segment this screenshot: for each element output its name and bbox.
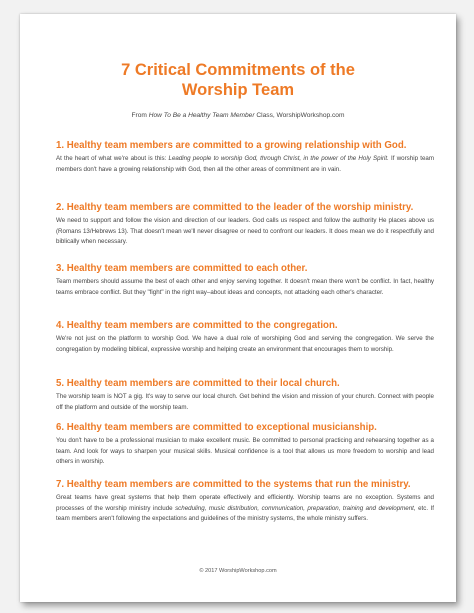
commitment-heading: 5. Healthy team members are committed to their local church. <box>56 378 340 389</box>
body-emphasis: Leading people to worship God, through Christ, in the power of the Holy Spirit. <box>168 155 389 162</box>
commitment-body: We're not just on the platform to worship God. We have a dual role of worshiping God and serving the congregation. We serve the congregation by modeling biblical, expressive worship and helping create an environment that encourages them to worship. <box>56 335 434 353</box>
commitment-3 <box>56 263 434 298</box>
commitment-4 <box>56 320 434 355</box>
commitment-5 <box>56 378 434 413</box>
body-text: Great teams have great systems that help them operate effectively and efficiently. Worship teams are no exception. Systems and processes of the worship ministry include <box>56 494 434 512</box>
commitment-heading: 3. Healthy team members are committed to each other. <box>56 263 308 274</box>
title-line-1: 7 Critical Commitments of the <box>121 61 355 79</box>
document-subtitle <box>20 112 456 119</box>
commitment-heading: 6. Healthy team members are committed to exceptional musicianship. <box>56 422 377 433</box>
commitment-2 <box>56 202 434 248</box>
commitment-6 <box>56 422 434 468</box>
commitment-body: Team members should assume the best of each other and enjoy serving together. It doesn't mean there won't be conflict. In fact, healthy teams embrace conflict. But they "fight" in the right way–about ideas and concepts, not attacking each other's character. <box>56 278 434 296</box>
commitment-body: The worship team is NOT a gig. It's way to serve our local church. Get behind the vision and mission of your church. Connect with people off the platform and outside of the worship team. <box>56 393 434 411</box>
subtitle-suffix: Class, WorshipWorkshop.com <box>254 112 345 119</box>
commitment-body <box>56 154 434 175</box>
commitment-body: You don't have to be a professional musician to make excellent music. Be committed to personal practicing and rehearsing together as a team. And look for ways to sharpen your musical skills. Musical confidence is a tool that allows us more freedom to worship and lead others in worship. <box>56 437 434 465</box>
subtitle-prefix: From <box>131 112 149 119</box>
copyright-footer: © 2017 WorshipWorkshop.com <box>199 568 277 574</box>
commitment-1 <box>56 140 434 175</box>
commitment-heading: 2. Healthy team members are committed to the leader of the worship ministry. <box>56 202 414 213</box>
subtitle-class-name: How To Be a Healthy Team Member <box>148 112 255 119</box>
commitment-body: We need to support and follow the vision and direction of our leaders. God calls us respect and follow the authority He places above us (Romans 13/Hebrews 13). That doesn't mean we'll never disagree or need to confront our leaders. It does mean we do it respectfully and biblically when necessary. <box>56 217 434 245</box>
body-text: If worship team members don't have a growing relationship with God, then all the other areas of commitment are in vain. <box>56 155 434 173</box>
title-line-2: Worship Team <box>181 81 295 99</box>
commitment-body <box>56 493 434 525</box>
body-emphasis: scheduling, music distribution, communication, preparation, training and development, <box>175 504 416 512</box>
commitment-heading: 7. Healthy team members are committed to the systems that run the ministry. <box>56 479 411 490</box>
document-title <box>20 60 456 100</box>
body-text: etc. If team members aren't following the expectations and guidelines of the ministry systems, the whole ministry suffers. <box>56 504 434 522</box>
commitment-heading: 1. Healthy team members are committed to a growing relationship with God. <box>56 140 407 151</box>
body-text: At the heart of what we're about is this: <box>56 155 169 162</box>
document-page <box>20 14 456 602</box>
commitment-7 <box>56 479 434 525</box>
commitment-heading: 4. Healthy team members are committed to the congregation. <box>56 320 338 331</box>
